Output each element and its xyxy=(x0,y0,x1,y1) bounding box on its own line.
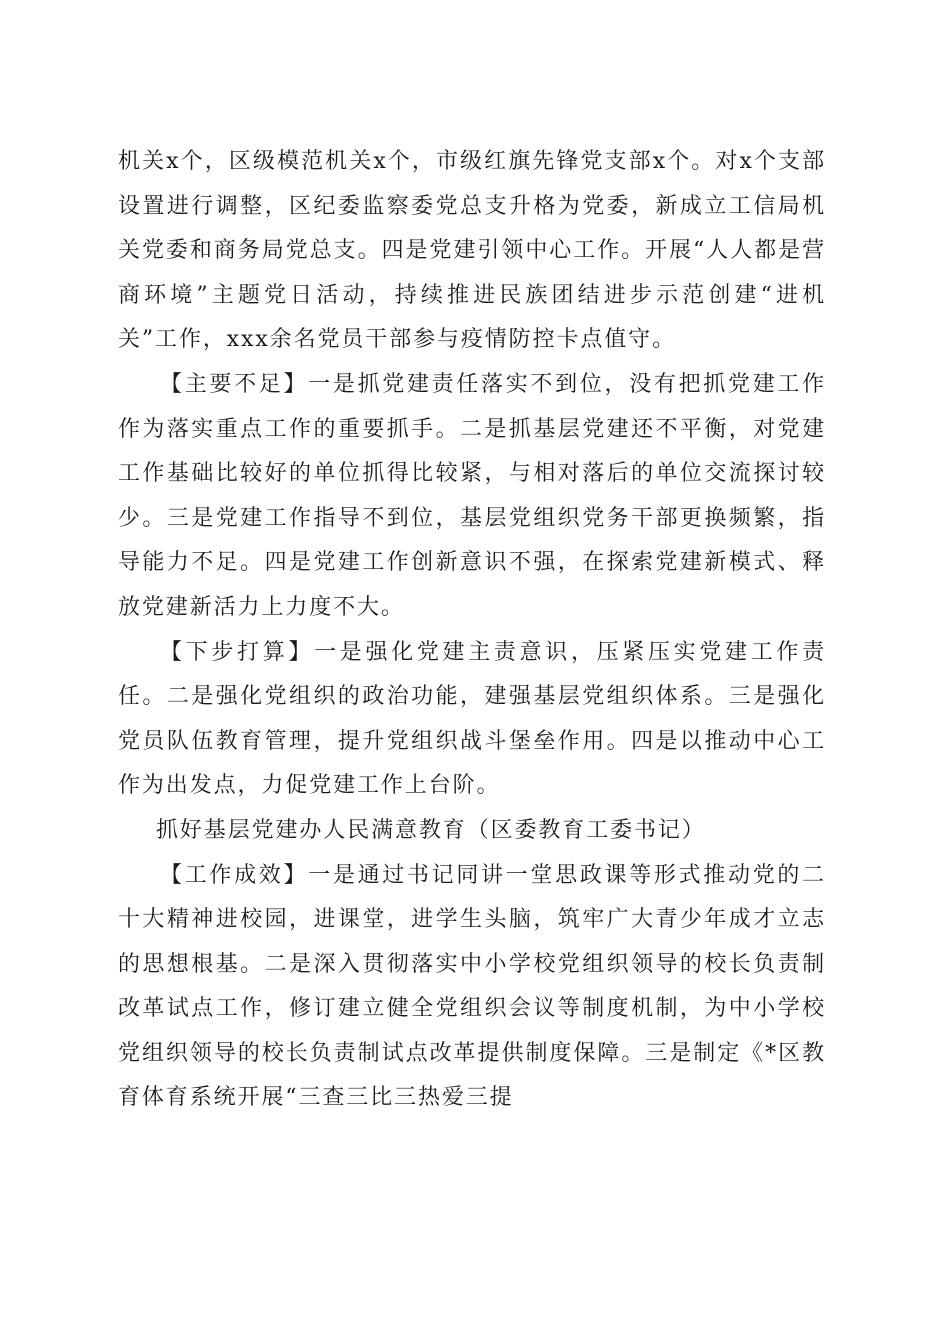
paragraph-continued: 机关x个，区级模范机关x个，市级红旗先锋党支部x个。对x个支部设置进行调整，区纪委监察委党总支升格为党委，新成立工信局机关党委和商务局党总支。四是党建引领中心工作。开展“人人都是营商环境”主题党日活动，持续推进民族团结进步示范创建“进机关”工作，xxx余名党员干部参与疫情防控卡点值守。 xyxy=(118,149,826,353)
paragraph-next-steps: 【下步打算】一是强化党建主责意识，压紧压实党建工作责任。二是强化党组织的政治功能，建强基层党组织体系。三是强化党员队伍教育管理，提升党组织战斗堡垒作用。四是以推动中心工作为出发点，力促党建工作上台阶。 xyxy=(118,639,826,799)
paragraph-main-shortcomings: 【主要不足】一是抓党建责任落实不到位，没有把抓党建工作作为落实重点工作的重要抓手。二是抓基层党建还不平衡，对党建工作基础比较好的单位抓得比较紧，与相对落后的单位交流探讨较少。三是党建工作指导不到位，基层党组织党务干部更换频繁，指导能力不足。四是党建工作创新意识不强，在探索党建新模式、释放党建新活力上力度不大。 xyxy=(118,371,826,620)
document-page xyxy=(118,140,826,1121)
paragraph-work-results: 【工作成效】一是通过书记同讲一堂思政课等形式推动党的二十大精神进校园，进课堂，进学生头脑，筑牢广大青少年成才立志的思想根基。二是深入贯彻落实中小学校党组织领导的校长负责制改革试点工作，修订建立健全党组织会议等制度机制，为中小学校党组织领导的校长负责制试点改革提供制度保障。三是制定《*区教育体育系统开展“三查三比三热爱三提 xyxy=(118,862,826,1111)
section-heading: 抓好基层党建办人民满意教育（区委教育工委书记） xyxy=(156,817,706,843)
